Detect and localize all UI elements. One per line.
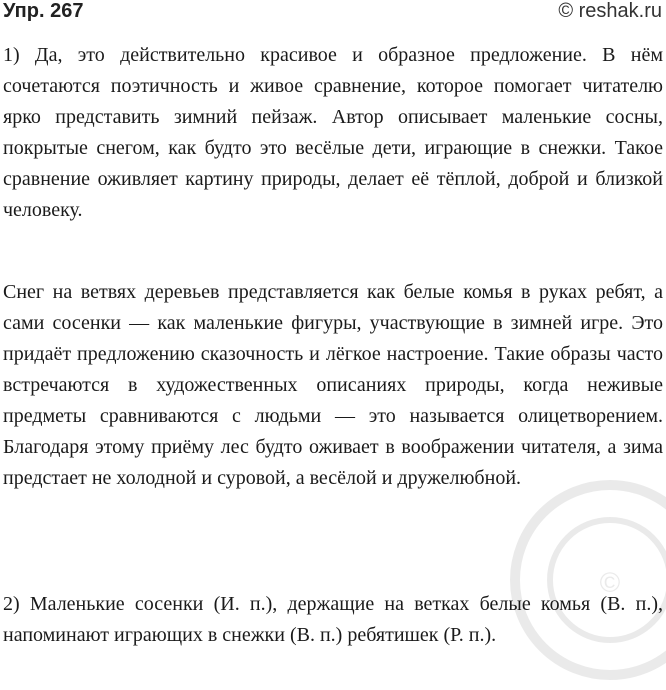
answer-paragraph-2: Снег на ветвях деревьев представляется как белые комья в руках ребят, а сами сосенки — как маленькие фигуры, участвующие в зимней игре. Это придаёт предложению сказочность и лёгкое настроение. Такие образы часто встречаются в художественных описаниях природы, когда неживые предметы сравниваются с людьми — это называется олицетворением. Благодаря этому приёму лес будто оживает в воображении читателя, а зима предстает не холодной и суровой, а весёлой и дружелюбной.: [3, 281, 663, 489]
svg-text:©: ©: [599, 567, 621, 598]
exercise-title: Упр. 267: [3, 0, 84, 22]
answer-paragraph-3: 2) Маленькие сосенки (И. п.), держащие на ветках белые комья (В. п.), напоминают играющих в снежки (В. п.) ребятишек (Р. п.).: [3, 593, 663, 646]
site-credit: © reshak.ru: [558, 0, 662, 22]
watermark-logo: [500, 470, 666, 690]
answer-paragraph-1: 1) Да, это действительно красивое и образное предложение. В нём сочетаются поэтичность и живое сравнение, которое помогает читателю ярко представить зимний пейзаж. Автор описывает маленькие сосны, покрытые снегом, как будто это весёлые дети, играющие в снежки. Такое сравнение оживляет картину природы, делает её тёплой, доброй и близкой человеку.: [3, 44, 663, 221]
